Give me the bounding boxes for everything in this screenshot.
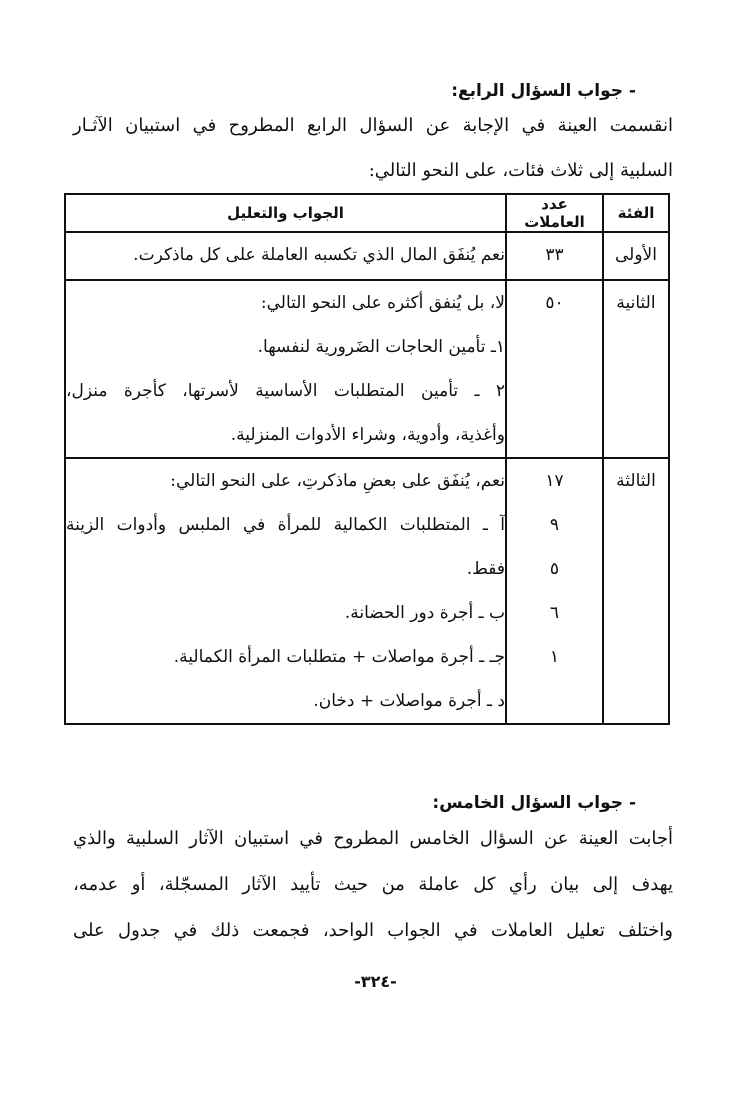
row-answer-line: جـ ـ أجرة مواصلات + متطلبات المرأة الكمالية. <box>173 647 505 667</box>
answers-table <box>64 193 670 725</box>
header-category: الفئة <box>603 194 669 232</box>
table-header-row <box>65 194 669 232</box>
row-answer-line: فقط. <box>466 559 505 579</box>
section5-heading: - جواب السؤال الخامس: <box>432 793 636 813</box>
row-count: ٥ <box>549 559 560 579</box>
page-number: -٣٢٤- <box>354 972 397 991</box>
section4-paragraph-line2: السلبية إلى ثلاث فئات، على النحو التالي: <box>368 160 673 181</box>
section4-heading: - جواب السؤال الرابع: <box>451 81 636 101</box>
row-count: ٣٣ <box>545 245 564 265</box>
row-answer-line: نعم، يُنفَق على بعضِ ماذكرتِ، على النحو التالي: <box>170 471 505 491</box>
row-answer-line: لا، بل يُنفق أكثره على النحو التالي: <box>260 293 505 313</box>
section5-paragraph-line3: واختلف تعليل العاملات في الجواب الواحد، فجمعت ذلك في جدول على <box>73 920 673 941</box>
header-answer: الجواب والتعليل <box>65 194 506 232</box>
section5-paragraph-line1: أجابت العينة عن السؤال الخامس المطروح في استبيان الآثار السلبية والذي <box>73 828 673 849</box>
row-answer-line: ب ـ أجرة دور الحضانة. <box>344 603 505 623</box>
row-category: الأولى <box>615 245 657 265</box>
section4-paragraph-line1: انقسمت العينة في الإجابة عن السؤال الرابع المطروح في استبيان الآثـار <box>73 115 673 136</box>
row-count: ٩ <box>549 515 560 535</box>
header-count: عدد العاملات <box>506 194 603 232</box>
row-answer-line: نعم يُنفَق المال الذي تكسبه العاملة على كل ماذكرت. <box>133 245 505 265</box>
row-category: الثالثة <box>616 471 656 491</box>
row-count: ١٧ <box>545 471 564 491</box>
table-row <box>65 232 669 280</box>
table-row <box>65 280 669 458</box>
row-answer-line: وأغذية، وأدوية، وشراء الأدوات المنزلية. <box>230 425 505 445</box>
section5-paragraph-line2: يهدف إلى بيان رأي كل عاملة من حيث تأييد الآثار المسجّلة، أو عدمه، <box>73 874 673 895</box>
row-count: ١ <box>549 647 560 667</box>
row-answer-line: آ ـ المتطلبات الكمالية للمرأة في الملبس وأدوات الزينة <box>66 515 505 535</box>
row-category: الثانية <box>616 293 656 313</box>
table-row <box>65 458 669 724</box>
row-count: ٦ <box>549 603 560 623</box>
row-answer-line: ١ـ تأمين الحاجات الضَرورية لنفسها. <box>257 337 505 357</box>
row-answer-line: ٢ ـ تأمين المتطلبات الأساسية لأسرتها، كأجرة منزل، <box>66 381 505 401</box>
row-count: ٥٠ <box>545 293 564 313</box>
row-answer-line: د ـ أجرة مواصلات + دخان. <box>313 691 505 711</box>
